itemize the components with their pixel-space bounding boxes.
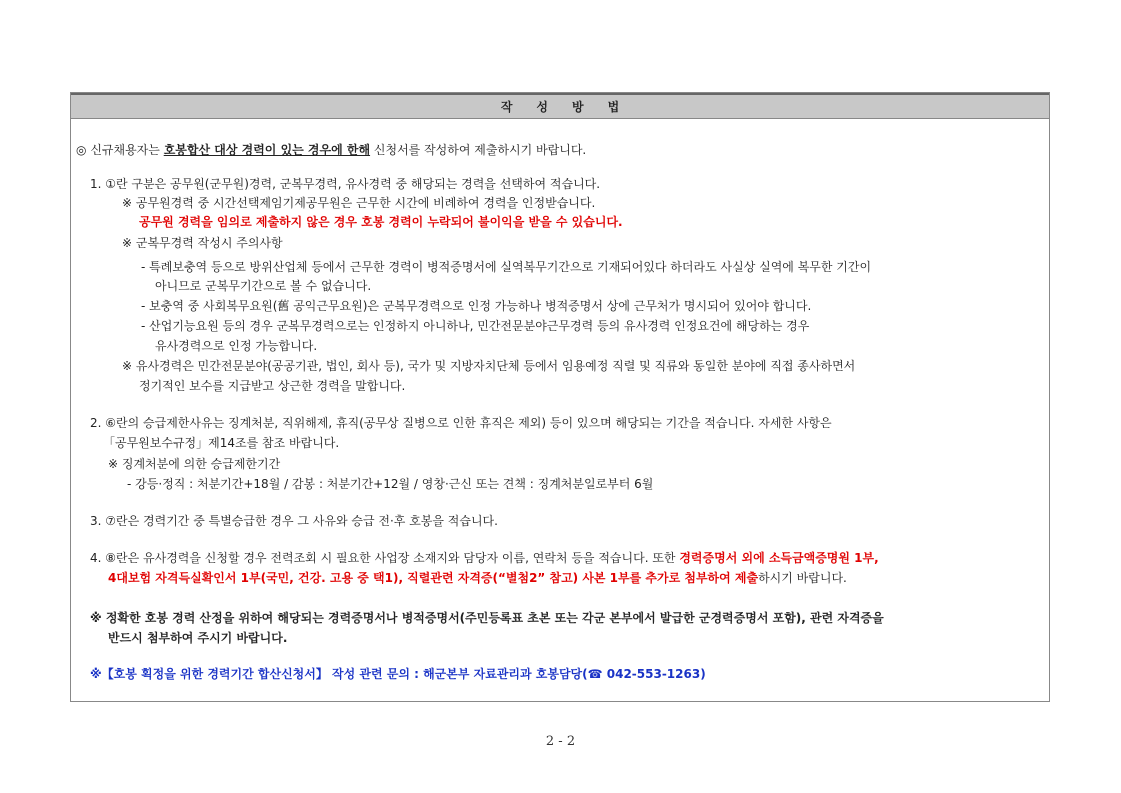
item1-detail1a: - 특례보충역 등으로 방위산업체 등에서 근무한 경력이 병적증명서에 실역복무기간으로 기재되어있다 하더라도 사실상 실역에 복무한 기간이 <box>141 260 872 274</box>
intro-line <box>76 142 586 158</box>
notice-line1: ※ 정확한 호봉 경력 산정을 위하여 해당되는 경력증명서나 병적증명서(주민등록표 초본 또는 각군 본부에서 발급한 군경력증명서 포함), 관련 자격증을 <box>90 611 884 625</box>
item2-line1: 2. ⑥란의 승급제한사유는 징계처분, 직위해제, 휴직(공무상 질병으로 인한 휴직은 제외) 등이 있으며 해당되는 기간을 적습니다. 자세한 사항은 <box>90 416 832 430</box>
double-circle-icon: ◎ <box>76 143 87 157</box>
item1-note2: ※ 군복무경력 작성시 주의사항 <box>122 236 283 250</box>
item1-note1: ※ 공무원경력 중 시간선택제임기제공무원은 근무한 시간에 비례하여 경력을 인정받습니다. <box>122 196 596 210</box>
item4-red2: 4대보험 자격득실확인서 1부(국민, 건강. 고용 중 택1), 직렬관련 자격증(“별첨2” 참고) 사본 1부를 추가로 첨부하여 제출 <box>108 571 759 585</box>
item1-detail1b: 아니므로 군복무기간으로 볼 수 없습니다. <box>155 279 372 293</box>
item1-warning: 공무원 경력을 임의로 제출하지 않은 경우 호봉 경력이 누락되어 불이익을 받을 수 있습니다. <box>139 215 623 229</box>
item1-line1: 1. ①란 구분은 공무원(군무원)경력, 군복무경력, 유사경력 중 해당되는 경력을 선택하여 적습니다. <box>90 177 601 191</box>
item4-post: 하시기 바랍니다. <box>758 571 847 585</box>
item2-note: ※ 징계처분에 의한 승급제한기간 <box>108 457 281 471</box>
item1-note3b: 정기적인 보수를 지급받고 상근한 경력을 말합니다. <box>139 379 406 393</box>
item3-line1: 3. ⑦란은 경력기간 중 특별승급한 경우 그 사유와 승급 전·후 호봉을 적습니다. <box>90 514 498 528</box>
item1-detail3a: - 산업기능요원 등의 경우 군복무경력으로는 인정하지 아니하나, 민간전문분야근무경력 등의 유사경력 인정요건에 해당하는 경우 <box>141 319 810 333</box>
item2-line2: 「공무원보수규정」제14조를 참조 바랍니다. <box>103 436 340 450</box>
item1-detail2: - 보충역 중 사회복무요원(舊 공익근무요원)은 군복무경력으로 인정 가능하나 병적증명서 상에 근무처가 명시되어 있어야 합니다. <box>141 299 812 313</box>
item1-detail3b: 유사경력으로 인정 가능합니다. <box>155 339 318 353</box>
intro-post: 신청서를 작성하여 제출하시기 바랍니다. <box>373 143 587 157</box>
item4-pre: 4. ⑧란은 유사경력을 신청할 경우 전력조회 시 필요한 사업장 소재지와 담당자 이름, 연락처 등을 적습니다. 또한 <box>90 551 676 565</box>
intro-emphasis: 호봉합산 대상 경력이 있는 경우에 한해 <box>163 143 371 157</box>
intro-pre: 신규채용자는 <box>90 143 160 157</box>
notice-line2: 반드시 첨부하여 주시기 바랍니다. <box>108 631 288 645</box>
item4-red1: 경력증명서 외에 소득금액증명원 1부, <box>679 551 879 565</box>
section-header: 작성방법 <box>71 93 1049 119</box>
item1-note3a: ※ 유사경력은 민간전문분야(공공기관, 법인, 회사 등), 국가 및 지방자치단체 등에서 임용예정 직렬 및 직류와 동일한 분야에 직접 종사하면서 <box>122 359 856 373</box>
item4-line1 <box>90 550 879 566</box>
item2-detail: - 강등·정직 : 처분기간+18월 / 감봉 : 처분기간+12월 / 영창·근신 또는 견책 : 징계처분일로부터 6월 <box>127 477 654 491</box>
page-number: 2 - 2 <box>545 734 576 749</box>
contact-line: ※【호봉 획정을 위한 경력기간 합산신청서】 작성 관련 문의 : 해군본부 자료관리과 호봉담당(☎ 042-553-1263) <box>90 667 706 681</box>
item4-line2 <box>108 570 847 586</box>
